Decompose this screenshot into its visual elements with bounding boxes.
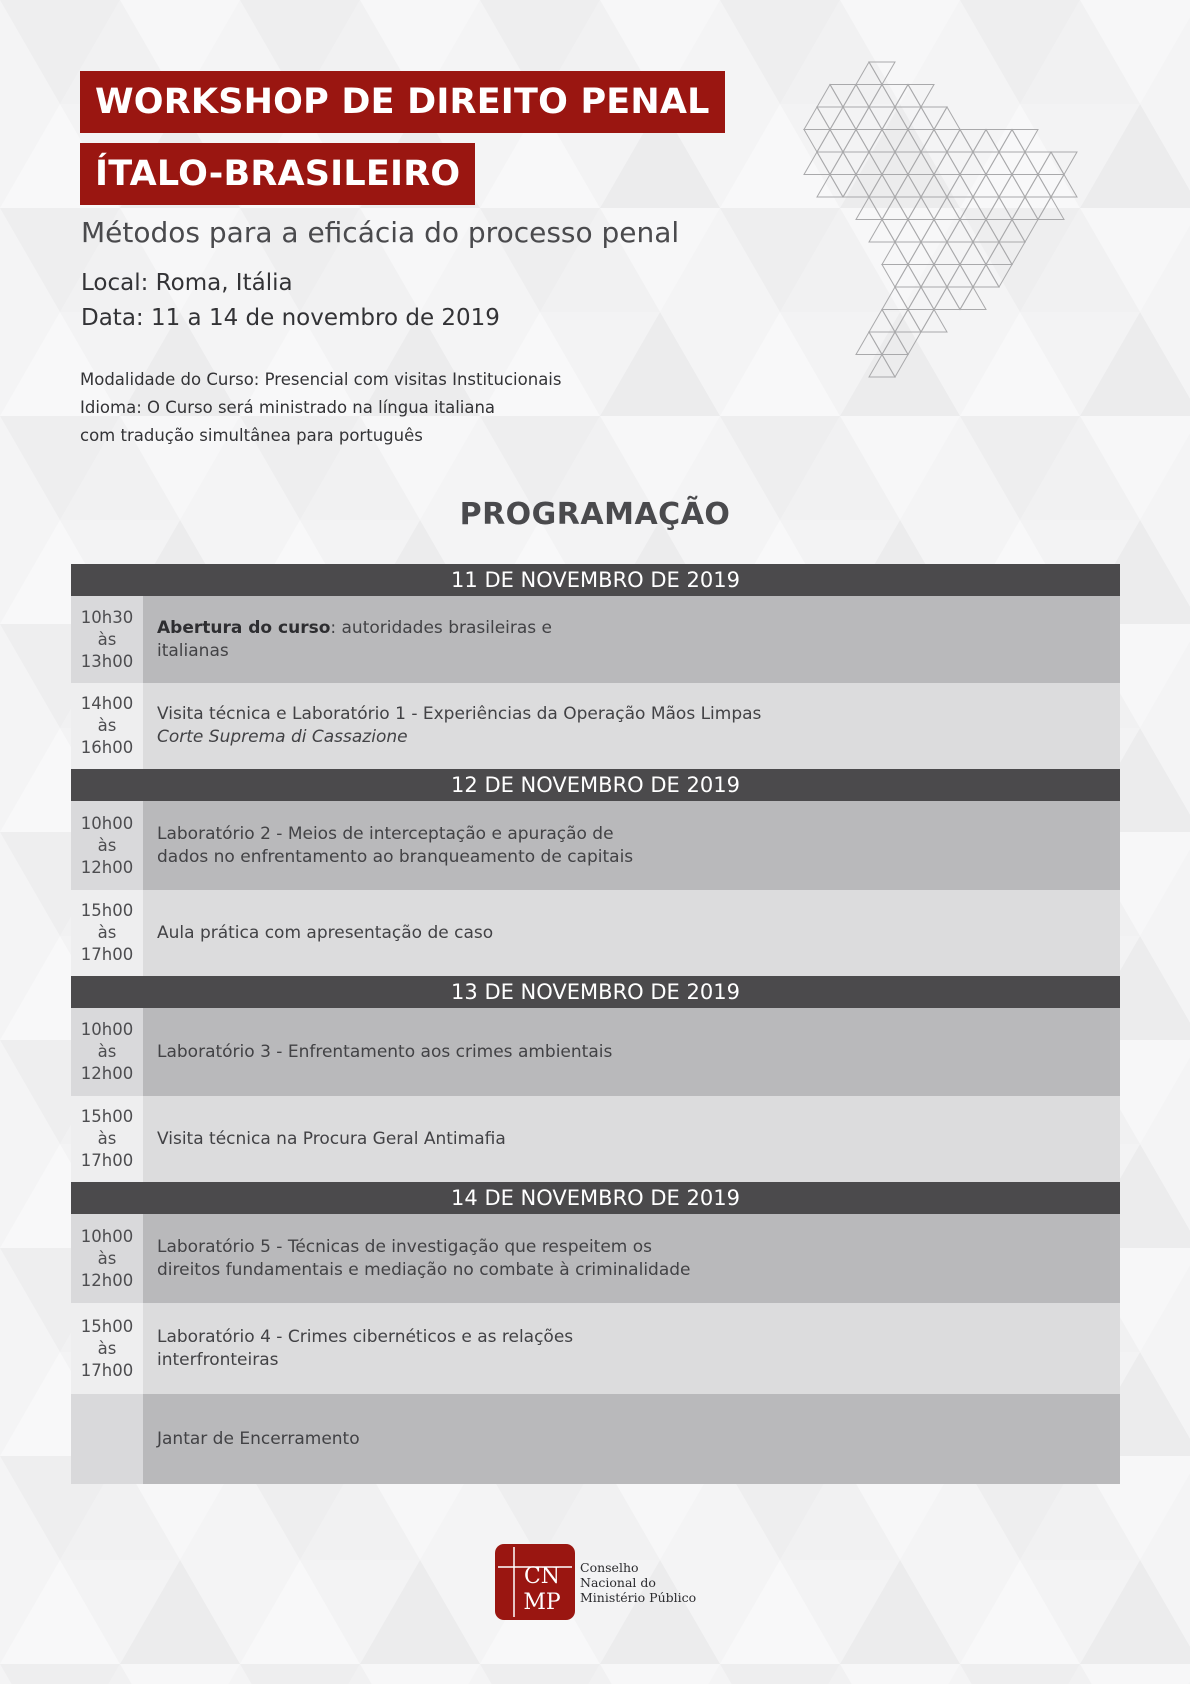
time-end: 12h00 [80, 1064, 134, 1083]
map-triangle [869, 220, 895, 243]
map-triangle [921, 265, 947, 288]
map-triangle [882, 175, 908, 198]
map-triangle [869, 107, 895, 130]
location-text: Local: Roma, Itália [81, 270, 293, 296]
map-triangle [830, 175, 856, 198]
modality-text: Modalidade do Curso: Presencial com visitas Institucionais [80, 370, 562, 389]
map-triangle [882, 242, 908, 265]
programacao-title: PROGRAMAÇÃO [459, 497, 731, 532]
map-triangle [947, 265, 973, 288]
map-triangle [986, 130, 1012, 153]
session-description [143, 1214, 1120, 1303]
session-time [71, 890, 143, 976]
map-triangle [869, 332, 895, 355]
map-triangle [882, 332, 908, 355]
map-triangle [830, 152, 856, 175]
map-triangle [895, 287, 921, 310]
description-line-1 [157, 823, 1120, 846]
session-time [71, 683, 143, 769]
map-triangle [882, 355, 908, 378]
map-triangle [856, 62, 882, 85]
session-description [143, 801, 1120, 890]
map-triangle [973, 152, 999, 175]
day-header: 12 DE NOVEMBRO DE 2019 [71, 769, 1120, 801]
map-triangle [856, 85, 882, 108]
map-triangle [921, 107, 947, 130]
title-line-1: WORKSHOP DE DIREITO PENAL [80, 71, 725, 133]
map-triangle [1025, 152, 1051, 175]
time-start: 15h00 [80, 1316, 134, 1336]
map-triangle [882, 265, 908, 288]
brazil-triangle-map-icon [800, 52, 1134, 389]
map-triangle [1012, 130, 1038, 153]
map-triangle [869, 197, 895, 220]
map-triangle [882, 107, 908, 130]
time-start: 10h00 [80, 1020, 134, 1039]
map-triangle [973, 242, 999, 265]
session-time [71, 1303, 143, 1394]
schedule-table [71, 564, 1120, 1484]
map-triangle [895, 242, 921, 265]
logo-mark-bottom: MP [523, 1590, 561, 1615]
map-triangle [1025, 197, 1051, 220]
time-end: 13h00 [80, 651, 134, 671]
map-triangle [934, 287, 960, 310]
session-time [71, 1394, 143, 1484]
session-description [143, 1008, 1120, 1096]
map-triangle [973, 265, 999, 288]
session-time [71, 1096, 143, 1182]
map-triangle [856, 197, 882, 220]
logo-name-line-2: Nacional do [580, 1575, 656, 1590]
description-line-1 [157, 1428, 1120, 1451]
schedule-row [71, 1008, 1120, 1096]
map-triangle [908, 152, 934, 175]
title-line-2: ÍTALO-BRASILEIRO [80, 143, 475, 205]
map-triangle [921, 287, 947, 310]
map-triangle [843, 130, 869, 153]
map-triangle [1012, 152, 1038, 175]
session-description [143, 1303, 1120, 1394]
map-triangle [986, 242, 1012, 265]
day-header: 14 DE NOVEMBRO DE 2019 [71, 1182, 1120, 1214]
map-triangle [869, 152, 895, 175]
session-description [143, 1096, 1120, 1182]
language-text-line-1: Idioma: O Curso será ministrado na língua italiana [80, 398, 496, 417]
map-triangle [960, 242, 986, 265]
map-triangle [830, 107, 856, 130]
map-triangle [908, 265, 934, 288]
map-triangle [934, 130, 960, 153]
schedule-row [71, 1303, 1120, 1394]
map-triangle [882, 287, 908, 310]
map-triangle [960, 130, 986, 153]
map-triangle [856, 107, 882, 130]
map-triangle [895, 107, 921, 130]
map-triangle [895, 85, 921, 108]
map-triangle [895, 130, 921, 153]
date-text: Data: 11 a 14 de novembro de 2019 [81, 305, 500, 331]
map-triangle [921, 152, 947, 175]
map-triangle [947, 220, 973, 243]
map-triangle [960, 175, 986, 198]
schedule-row [71, 1214, 1120, 1303]
map-triangle [999, 242, 1025, 265]
map-triangle [960, 220, 986, 243]
description-line-1 [157, 703, 1120, 726]
map-triangle [843, 152, 869, 175]
session-description [143, 1394, 1120, 1484]
time-sep: às [97, 716, 117, 735]
map-triangle [934, 220, 960, 243]
description-text: Laboratório 5 - Técnicas de investigação que respeitem os [157, 1236, 653, 1257]
session-time [71, 596, 143, 683]
description-line-1 [157, 1236, 1120, 1259]
time-end: 17h00 [80, 1151, 134, 1170]
map-triangle [882, 85, 908, 108]
session-description [143, 890, 1120, 976]
map-triangle [869, 130, 895, 153]
time-sep: às [97, 1338, 117, 1358]
map-triangle [843, 107, 869, 130]
logo-name-line-3: Ministério Público [580, 1590, 697, 1605]
map-triangle [934, 152, 960, 175]
map-triangle [895, 332, 921, 355]
map-triangle [908, 130, 934, 153]
description-text: Laboratório 3 - Enfrentamento aos crimes ambientais [157, 1041, 613, 1062]
map-triangle [856, 332, 882, 355]
map-triangle [986, 175, 1012, 198]
time-start: 15h00 [80, 1107, 134, 1126]
schedule-row [71, 801, 1120, 890]
map-triangle [934, 242, 960, 265]
map-triangle [999, 197, 1025, 220]
map-triangle [934, 265, 960, 288]
time-start: 10h00 [80, 813, 134, 833]
map-triangle [960, 197, 986, 220]
description-line-2: interfronteiras [157, 1349, 279, 1370]
map-triangle [1051, 152, 1077, 175]
time-sep: às [97, 1129, 117, 1148]
map-triangle [1051, 175, 1077, 198]
map-triangle [869, 62, 895, 85]
map-triangle [804, 107, 830, 130]
map-triangle [934, 175, 960, 198]
map-triangle [921, 197, 947, 220]
map-triangle [986, 152, 1012, 175]
map-triangle [1012, 220, 1038, 243]
map-triangle [908, 85, 934, 108]
time-sep: às [97, 923, 117, 942]
logo-name-line-1: Conselho [580, 1560, 639, 1575]
description-line-1 [157, 617, 1120, 640]
map-triangle [960, 287, 986, 310]
map-triangle [908, 310, 934, 333]
time-end: 17h00 [80, 945, 134, 964]
cnmp-logo-icon [494, 1543, 576, 1621]
map-triangle [1038, 175, 1064, 198]
map-triangle [973, 175, 999, 198]
map-triangle [986, 220, 1012, 243]
description-line-2: italianas [157, 640, 229, 661]
subtitle: Métodos para a eficácia do processo penal [81, 216, 680, 249]
map-triangle [947, 175, 973, 198]
time-sep: às [97, 1042, 117, 1061]
session-description [143, 596, 1120, 683]
map-triangle [947, 242, 973, 265]
description-line-1 [157, 1128, 1120, 1151]
map-triangle [908, 287, 934, 310]
map-triangle [960, 265, 986, 288]
map-triangle [986, 197, 1012, 220]
session-description [143, 683, 1120, 769]
map-triangle [908, 242, 934, 265]
map-triangle [856, 152, 882, 175]
map-triangle [1012, 197, 1038, 220]
map-triangle [817, 85, 843, 108]
map-triangle [817, 152, 843, 175]
map-triangle [895, 220, 921, 243]
map-triangle [973, 130, 999, 153]
map-triangle [895, 175, 921, 198]
description-line-2: direitos fundamentais e mediação no combate à criminalidade [157, 1259, 691, 1280]
map-triangle [882, 220, 908, 243]
map-triangle [960, 152, 986, 175]
map-triangle [856, 130, 882, 153]
map-triangle [830, 130, 856, 153]
description-venue: Corte Suprema di Cassazione [157, 727, 408, 747]
map-triangle [921, 220, 947, 243]
map-triangle [817, 175, 843, 198]
map-triangle [947, 152, 973, 175]
map-triangle [882, 197, 908, 220]
map-triangle [908, 107, 934, 130]
description-line-2: dados no enfrentamento ao branqueamento de capitais [157, 846, 634, 867]
map-triangle [869, 85, 895, 108]
description-text: : autoridades brasileiras e [330, 617, 553, 638]
map-triangle [908, 175, 934, 198]
description-text: Visita técnica e Laboratório 1 - Experiências da Operação Mãos Limpas [157, 704, 762, 724]
map-triangle [869, 310, 895, 333]
map-triangle [1038, 152, 1064, 175]
description-text: Aula prática com apresentação de caso [157, 922, 494, 943]
map-triangle [934, 107, 960, 130]
description-bold: Abertura do curso [157, 617, 331, 638]
schedule-row [71, 596, 1120, 683]
map-triangle [999, 220, 1025, 243]
time-end: 12h00 [80, 1270, 134, 1290]
map-triangle [973, 197, 999, 220]
description-text: Jantar de Encerramento [157, 1428, 360, 1449]
map-triangle [882, 152, 908, 175]
map-triangle [1012, 175, 1038, 198]
map-triangle [986, 265, 1012, 288]
schedule-row [71, 1394, 1120, 1484]
time-sep: às [97, 629, 117, 649]
day-header: 11 DE NOVEMBRO DE 2019 [71, 564, 1120, 596]
map-triangle [1025, 175, 1051, 198]
schedule-row [71, 890, 1120, 976]
time-end: 12h00 [80, 857, 134, 877]
map-triangle [908, 197, 934, 220]
map-triangle [895, 310, 921, 333]
map-triangle [921, 310, 947, 333]
map-triangle [895, 152, 921, 175]
map-triangle [895, 265, 921, 288]
time-start: 10h30 [80, 607, 134, 627]
time-end: 16h00 [80, 738, 134, 757]
map-triangle [934, 197, 960, 220]
time-start: 14h00 [80, 694, 134, 713]
map-triangle [1038, 197, 1064, 220]
map-triangle [999, 152, 1025, 175]
map-triangle [882, 310, 908, 333]
map-triangle [869, 175, 895, 198]
session-time [71, 801, 143, 890]
map-triangle [973, 220, 999, 243]
map-triangle [999, 175, 1025, 198]
map-triangle [869, 355, 895, 378]
map-triangle [804, 130, 830, 153]
map-triangle [908, 220, 934, 243]
map-triangle [947, 287, 973, 310]
schedule-row [71, 1096, 1120, 1182]
description-line-1 [157, 922, 1120, 945]
map-triangle [856, 175, 882, 198]
description-text: Visita técnica na Procura Geral Antimafia [157, 1128, 506, 1149]
map-triangle [817, 130, 843, 153]
map-triangle [895, 197, 921, 220]
map-triangle [921, 175, 947, 198]
time-end: 17h00 [80, 1360, 134, 1380]
map-triangle [882, 130, 908, 153]
logo-mark-top: CN [523, 1564, 561, 1589]
map-triangle [843, 85, 869, 108]
time-sep: às [97, 835, 117, 855]
map-triangle [921, 242, 947, 265]
logo-name [580, 1560, 696, 1605]
session-time [71, 1214, 143, 1303]
map-triangle [947, 197, 973, 220]
description-text: Laboratório 2 - Meios de interceptação e apuração de [157, 823, 614, 844]
description-text: Laboratório 4 - Crimes cibernéticos e as relações [157, 1326, 574, 1347]
session-time [71, 1008, 143, 1096]
map-triangle [843, 175, 869, 198]
map-triangle [804, 152, 830, 175]
logo-divider [574, 1558, 575, 1606]
map-triangle [999, 130, 1025, 153]
description-line-1 [157, 1041, 1120, 1064]
time-start: 10h00 [80, 1226, 134, 1246]
map-triangle [830, 85, 856, 108]
time-sep: às [97, 1248, 117, 1268]
time-start: 15h00 [80, 901, 134, 920]
language-text-line-2: com tradução simultânea para português [80, 426, 423, 445]
day-header: 13 DE NOVEMBRO DE 2019 [71, 976, 1120, 1008]
map-triangle [947, 130, 973, 153]
map-triangle [817, 107, 843, 130]
schedule-row [71, 683, 1120, 769]
description-line-1 [157, 1326, 1120, 1349]
map-triangle [921, 130, 947, 153]
